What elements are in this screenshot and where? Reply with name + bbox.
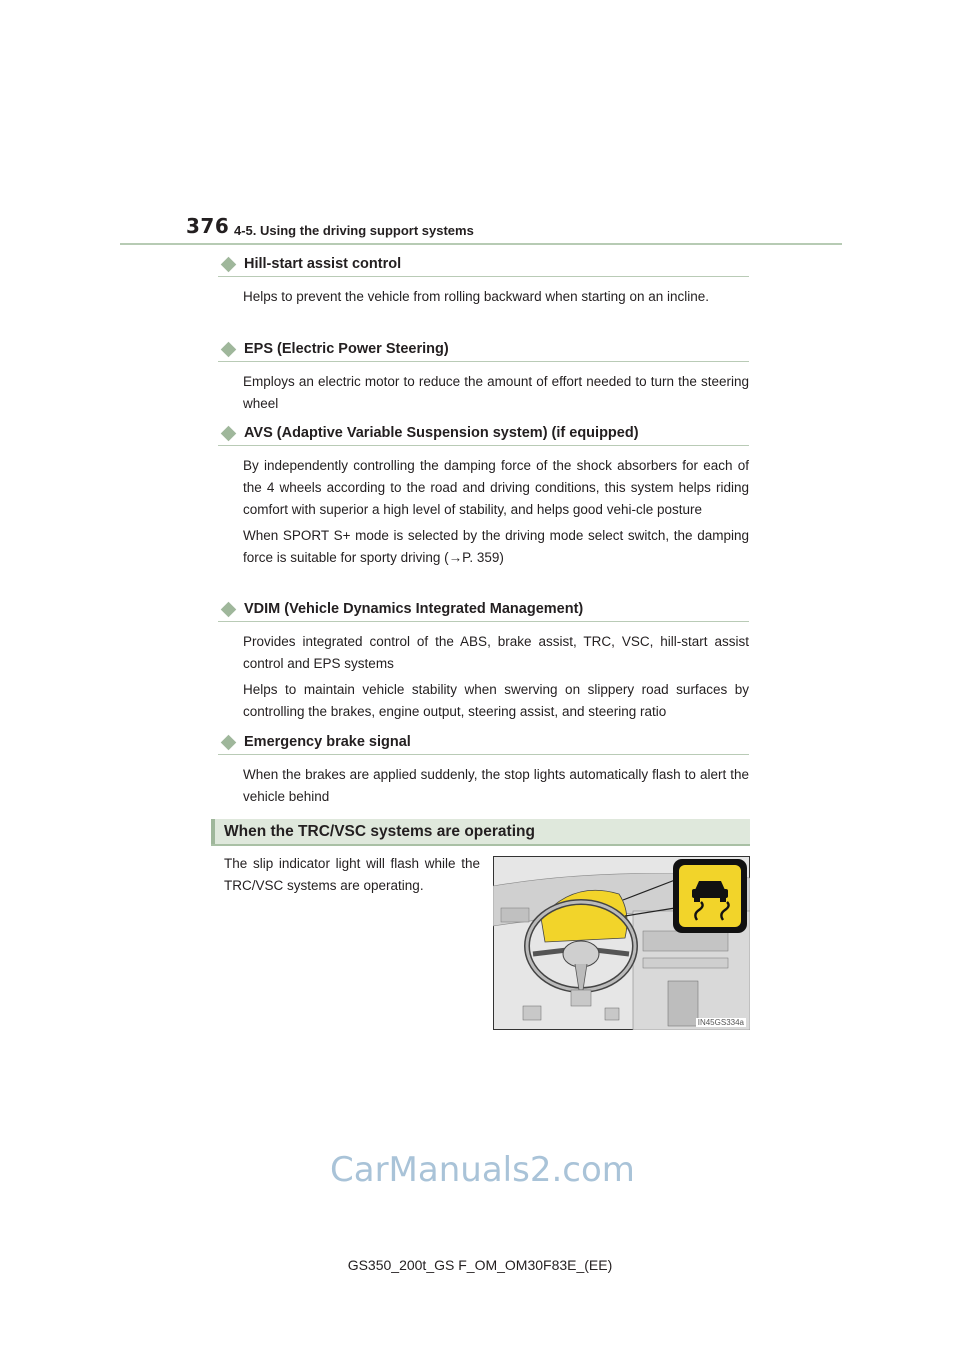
section-title: EPS (Electric Power Steering) — [244, 341, 449, 357]
section-title: Hill-start assist control — [244, 256, 402, 272]
subsection-title: When the TRC/VSC systems are operating — [224, 823, 535, 840]
chapter-title: 4-5. Using the driving support systems — [234, 223, 474, 238]
section-vdim — [218, 597, 749, 723]
figure-code: IN45GS334a — [697, 1018, 744, 1027]
section-avs — [218, 421, 749, 569]
section-paragraph: Helps to prevent the vehicle from rolling backward when starting on an incline. — [243, 289, 709, 304]
section-paragraph: When SPORT S+ mode is selected by the driving mode select switch, the damping force is suitable for sporty driving (→P. 359) — [243, 528, 749, 565]
section-paragraph: Employs an electric motor to reduce the amount of effort needed to turn the steering wheel — [243, 374, 749, 411]
diamond-bullet-icon — [221, 256, 237, 272]
section-paragraph: Helps to maintain vehicle stability when swerving on slippery road surfaces by controlling the brakes, engine output, steering assist, and steering ratio — [243, 682, 749, 719]
dashboard-illustration — [493, 856, 750, 1030]
section-paragraph: Provides integrated control of the ABS, brake assist, TRC, VSC, hill-start assist control and EPS systems — [243, 634, 749, 671]
section-title: AVS (Adaptive Variable Suspension system) (if equipped) — [244, 425, 639, 441]
section-eps — [218, 337, 749, 415]
section-paragraph: When the brakes are applied suddenly, the stop lights automatically flash to alert the vehicle behind — [243, 767, 749, 804]
header-rule — [120, 243, 842, 245]
page-number: 376 — [186, 214, 230, 238]
footer-code: GS350_200t_GS F_OM_OM30F83E_(EE) — [347, 1257, 613, 1273]
dashboard-drawing — [493, 856, 750, 1030]
watermark: CarManuals2.com — [330, 1150, 635, 1190]
diamond-bullet-icon — [221, 734, 237, 750]
section-paragraph: By independently controlling the damping force of the shock absorbers for each of the 4 wheels according to the road and driving conditions, this system helps riding comfort with superior a high level of stability, and helps good vehi-cle posture — [243, 458, 749, 517]
section-hill-start-assist — [218, 252, 749, 308]
diamond-bullet-icon — [221, 341, 237, 357]
section-title: Emergency brake signal — [244, 734, 411, 750]
subsection-band — [211, 819, 750, 846]
section-title: VDIM (Vehicle Dynamics Integrated Management) — [244, 601, 584, 617]
diamond-bullet-icon — [221, 425, 237, 441]
section-emergency-brake-signal — [218, 730, 749, 808]
diamond-bullet-icon — [221, 601, 237, 617]
operating-description: The slip indicator light will flash while the TRC/VSC systems are operating. — [224, 856, 480, 893]
